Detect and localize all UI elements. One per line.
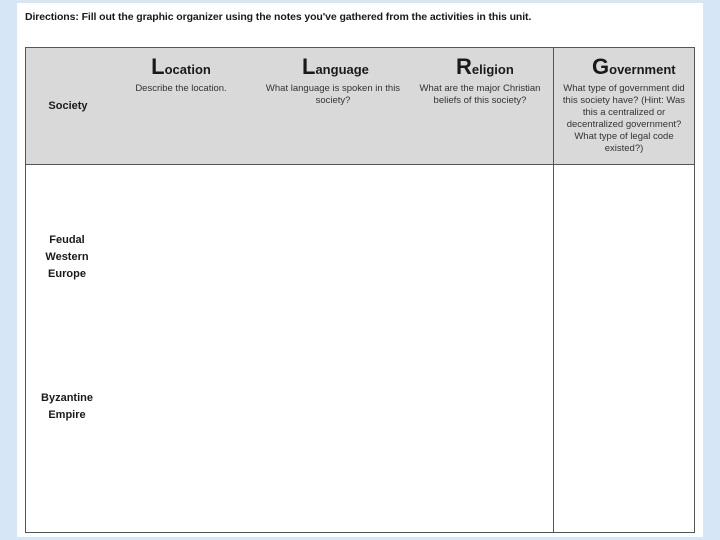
society-column-header: Society bbox=[48, 100, 88, 112]
location-rest: ocation bbox=[164, 62, 211, 77]
religion-title bbox=[416, 56, 544, 81]
directions-text bbox=[25, 10, 695, 24]
language-description: What language is spoken in this society? bbox=[265, 83, 401, 106]
government-initial: G bbox=[592, 54, 610, 79]
language-title bbox=[264, 56, 402, 81]
government-rest: overnment bbox=[609, 62, 676, 77]
religion-initial: R bbox=[456, 54, 472, 79]
directions-label: Directions: bbox=[25, 11, 79, 23]
location-initial: L bbox=[151, 54, 165, 79]
religion-rest: eligion bbox=[471, 62, 514, 77]
religion-column-header bbox=[416, 56, 544, 107]
location-description: Describe the location. bbox=[135, 83, 227, 94]
location-title bbox=[126, 56, 236, 81]
government-description: What type of government did this society have? (Hint: Was this a centralized or decentralized government? What type of legal code existed?) bbox=[562, 83, 686, 154]
language-rest: anguage bbox=[315, 62, 369, 77]
government-column-header bbox=[556, 56, 692, 155]
worksheet-page bbox=[17, 3, 703, 537]
column-divider bbox=[553, 48, 554, 532]
language-initial: L bbox=[302, 54, 316, 79]
row-label-feudal-western-europe: Feudal Western Europe bbox=[45, 234, 89, 280]
graphic-organizer-table bbox=[25, 47, 695, 533]
row-label-byzantine-empire: Byzantine Empire bbox=[41, 392, 93, 421]
religion-description: What are the major Christian beliefs of this society? bbox=[419, 83, 541, 106]
government-title bbox=[556, 56, 692, 81]
location-column-header bbox=[126, 56, 236, 95]
directions-body: Fill out the graphic organizer using the notes you've gathered from the activities in this unit. bbox=[78, 11, 532, 23]
language-column-header bbox=[264, 56, 402, 107]
